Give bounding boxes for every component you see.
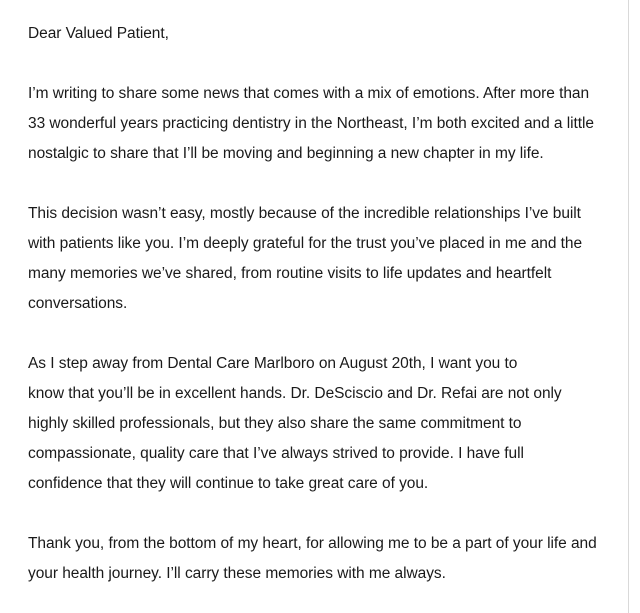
letter-body — [28, 19, 618, 589]
paragraph-line: As I step away from Dental Care Marlboro on August 20th, I want you to — [28, 355, 518, 372]
paragraph-announcement — [28, 79, 618, 169]
paragraph-gratitude — [28, 199, 618, 319]
paragraph-line: highly skilled professionals, but they also share the same commitment to — [28, 415, 522, 432]
paragraph-line: many memories we’ve shared, from routine visits to life updates and heartfelt — [28, 265, 552, 282]
paragraph-line: with patients like you. I’m deeply grateful for the trust you’ve placed in me and the — [28, 235, 583, 252]
paragraph-gap — [28, 49, 618, 79]
paragraph-thanks — [28, 529, 618, 589]
paragraph-line: I’m writing to share some news that comes with a mix of emotions. After more than — [28, 85, 590, 102]
paragraph-line: This decision wasn’t easy, mostly because of the incredible relationships I’ve built — [28, 205, 581, 222]
paragraph-transition — [28, 349, 618, 499]
salutation: Dear Valued Patient, — [28, 25, 169, 42]
paragraph-line: 33 wonderful years practicing dentistry in the Northeast, I’m both excited and a little — [28, 115, 595, 132]
paragraph-line: nostalgic to share that I’ll be moving and beginning a new chapter in my life. — [28, 145, 544, 162]
paragraph-line: confidence that they will continue to take great care of you. — [28, 475, 429, 492]
paragraph-line: conversations. — [28, 295, 128, 312]
paragraph-gap — [28, 319, 618, 349]
paragraph-line: your health journey. I’ll carry these memories with me always. — [28, 565, 446, 582]
paragraph-line: know that you’ll be in excellent hands. Dr. DeSciscio and Dr. Refai are not only — [28, 385, 562, 402]
paragraph-gap — [28, 499, 618, 529]
paragraph-line: Thank you, from the bottom of my heart, for allowing me to be a part of your life and — [28, 535, 597, 552]
paragraph-line: compassionate, quality care that I’ve always strived to provide. I have full — [28, 445, 524, 462]
paragraph-gap — [28, 169, 618, 199]
